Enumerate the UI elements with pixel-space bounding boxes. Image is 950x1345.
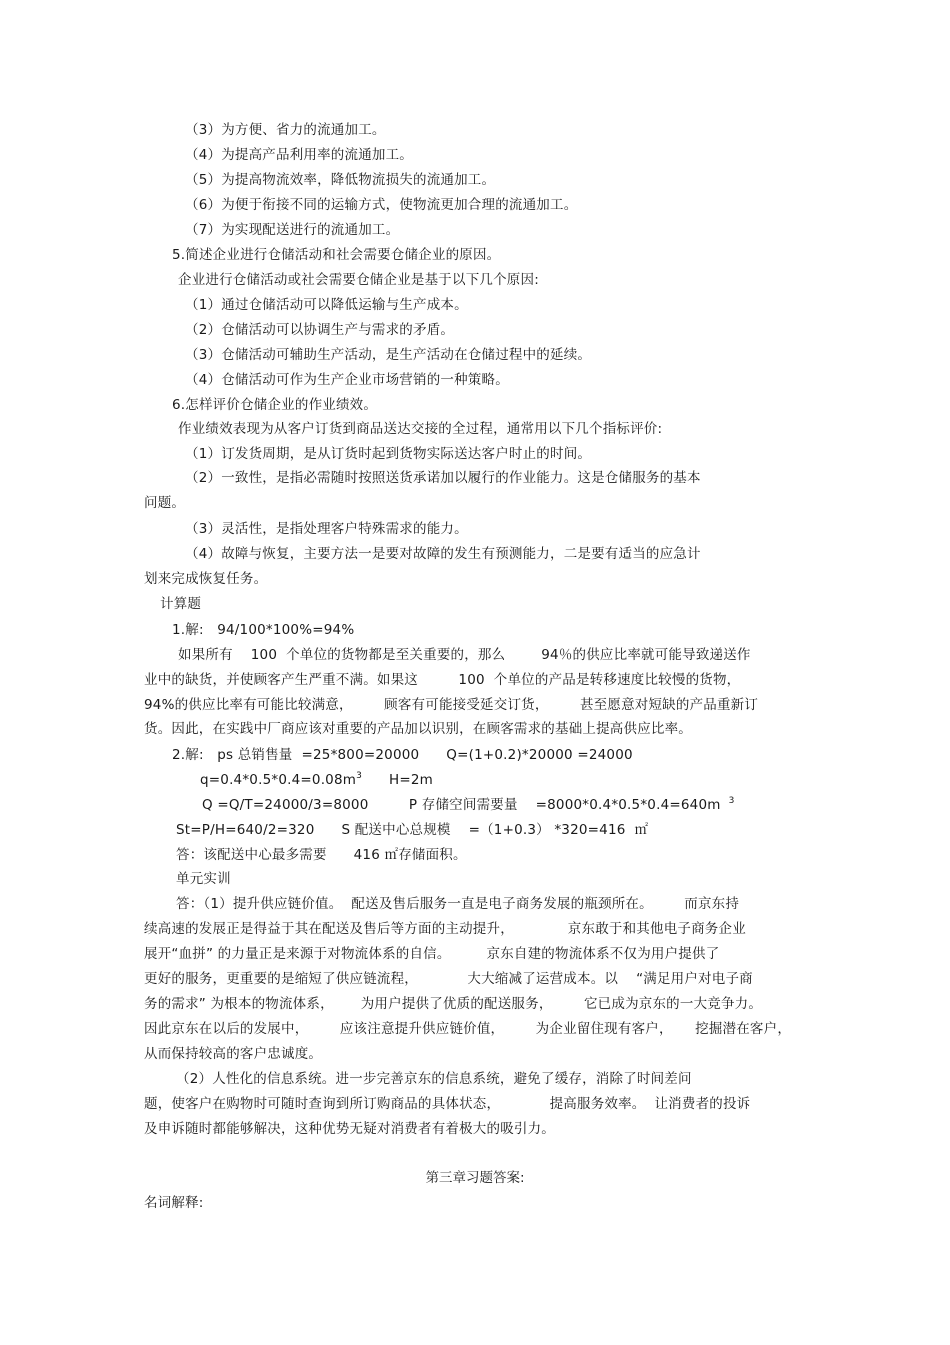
paragraph: 企业进行仓储活动或社会需要仓储企业是基于以下几个原因: bbox=[178, 272, 539, 288]
paragraph: 从而保持较高的客户忠诚度。 bbox=[144, 1046, 323, 1062]
list-item: （4）为提高产品利用率的流通加工。 bbox=[185, 147, 413, 163]
paragraph: 如果所有 100 个单位的货物都是至关重要的，那么 94％的供应比率就可能导致递送作 bbox=[178, 647, 751, 663]
paragraph: 续高速的发展正是得益于其在配送及售后等方面的主动提升， 京东敢于和其他电子商务企业 bbox=[144, 921, 746, 937]
paragraph: 94%的供应比率有可能比较满意， 顾客有可能接受延交订货， 甚至愿意对短缺的产品重新订 bbox=[144, 697, 759, 713]
formula-text: Q =Q/T=24000/3=8000 P 存储空间需要量 =8000*0.4*0.5*0.4=640m bbox=[202, 797, 721, 813]
paragraph: 作业绩效表现为从客户订货到商品送达交接的全过程，通常用以下几个指标评价: bbox=[178, 421, 663, 437]
question-heading: 6.怎样评价仓储企业的作业绩效。 bbox=[172, 397, 378, 413]
paragraph: 货。因此，在实践中厂商应该对重要的产品加以识别，在顾客需求的基础上提高供应比率。 bbox=[144, 721, 692, 737]
paragraph: 题，使客户在购物时可随时查询到所订购商品的具体状态， 提高服务效率。 让消费者的投诉 bbox=[144, 1096, 751, 1112]
paragraph: （2）人性化的信息系统。进一步完善京东的信息系统，避免了缓存，消除了时间差问 bbox=[176, 1071, 692, 1087]
list-item: （5）为提高物流效率，降低物流损失的流通加工。 bbox=[185, 172, 496, 188]
question-heading: 5.简述企业进行仓储活动和社会需要仓储企业的原因。 bbox=[172, 247, 501, 263]
paragraph-continuation: 问题。 bbox=[144, 495, 186, 511]
paragraph: 展开“血拼” 的力量正是来源于对物流体系的自信。 京东自建的物流体系不仅为用户提供了 bbox=[144, 946, 720, 962]
list-item: （4）故障与恢复，主要方法一是要对故障的发生有预测能力，二是要有适当的应急计 bbox=[185, 546, 701, 562]
chapter-title: 第三章习题答案: bbox=[425, 1170, 525, 1186]
answer-line: 答：该配送中心最多需要 416 ㎡存储面积。 bbox=[176, 847, 467, 863]
section-heading: 单元实训 bbox=[176, 871, 231, 887]
superscript: 3 bbox=[728, 796, 735, 806]
paragraph: 业中的缺货，并使顾客产生严重不满。如果这 100 个单位的产品是转移速度比较慢的货物， bbox=[144, 672, 741, 688]
list-item: （7）为实现配送进行的流通加工。 bbox=[185, 222, 400, 238]
formula-line bbox=[200, 771, 433, 789]
list-item: （6）为便于衔接不同的运输方式，使物流更加合理的流通加工。 bbox=[185, 197, 578, 213]
solution-line: 1.解: 94/100*100%=94% bbox=[172, 622, 355, 638]
formula-line: St=P/H=640/2=320 S 配送中心总规模 =（1+0.3） *320=416 ㎡ bbox=[176, 822, 649, 838]
list-item: （3）灵活性，是指处理客户特殊需求的能力。 bbox=[185, 521, 468, 537]
superscript: 3 bbox=[356, 771, 363, 781]
solution-line: 2.解: ps 总销售量 =25*800=20000 Q=(1+0.2)*20000 =24000 bbox=[172, 747, 633, 763]
formula-text: q=0.4*0.5*0.4=0.08m bbox=[200, 772, 357, 788]
list-item: （4）仓储活动可作为生产企业市场营销的一种策略。 bbox=[185, 372, 509, 388]
list-item: （1）通过仓储活动可以降低运输与生产成本。 bbox=[185, 297, 468, 313]
paragraph: 因此京东在以后的发展中， 应该注意提升供应链价值， 为企业留住现有客户， 挖掘潜在客户， bbox=[144, 1021, 792, 1037]
paragraph: 务的需求” 为根本的物流体系， 为用户提供了优质的配送服务， 它已成为京东的一大竞争力。 bbox=[144, 996, 763, 1012]
formula-text: H=2m bbox=[362, 772, 434, 788]
list-item: （3）仓储活动可辅助生产活动，是生产活动在仓储过程中的延续。 bbox=[185, 347, 592, 363]
list-item: （3）为方便、省力的流通加工。 bbox=[185, 122, 386, 138]
paragraph: 答：（1）提升供应链价值。 配送及售后服务一直是电子商务发展的瓶颈所在。 而京东持 bbox=[176, 896, 740, 912]
paragraph: 及申诉随时都能够解决，这种优势无疑对消费者有着极大的吸引力。 bbox=[144, 1121, 555, 1137]
formula-line bbox=[202, 796, 735, 814]
paragraph: 更好的服务，更重要的是缩短了供应链流程， 大大缩减了运营成本。以 “满足用户对电子商 bbox=[144, 971, 753, 987]
section-heading: 计算题 bbox=[160, 596, 202, 612]
paragraph-continuation: 划来完成恢复任务。 bbox=[144, 571, 268, 587]
section-heading: 名词解释: bbox=[144, 1195, 204, 1211]
list-item: （1）订发货周期，是从订货时起到货物实际送达客户时止的时间。 bbox=[185, 446, 592, 462]
list-item: （2）一致性，是指必需随时按照送货承诺加以履行的作业能力。这是仓储服务的基本 bbox=[185, 470, 701, 486]
list-item: （2）仓储活动可以协调生产与需求的矛盾。 bbox=[185, 322, 455, 338]
